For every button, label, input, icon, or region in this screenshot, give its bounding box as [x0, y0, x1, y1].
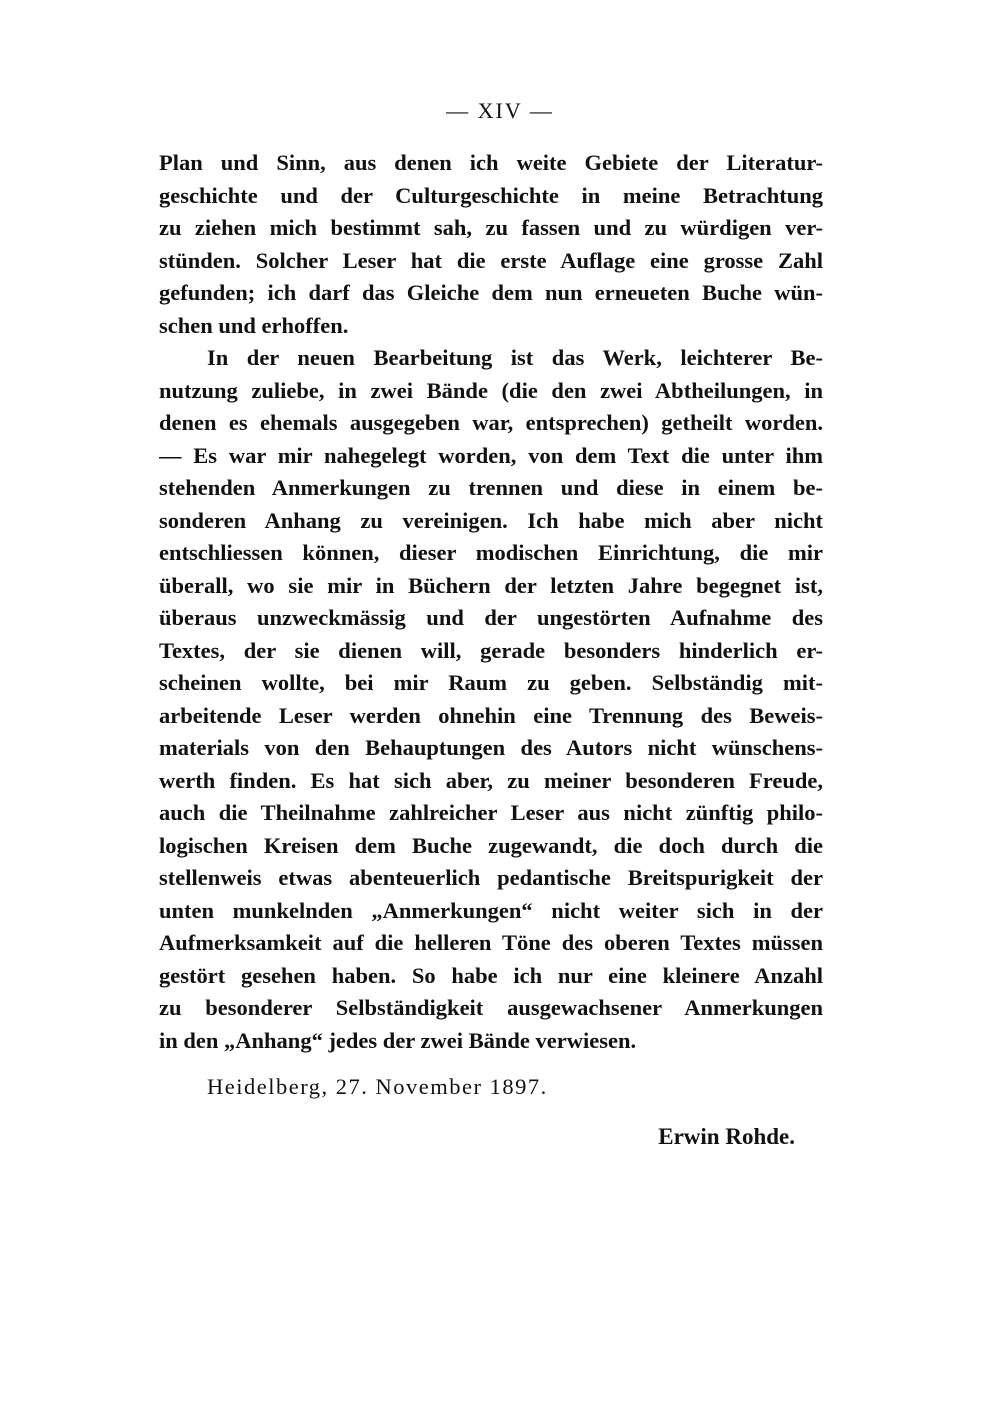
- page-number: — XIV —: [446, 98, 554, 123]
- text-line: in den „Anhang“ jedes der zwei Bände verwiesen.: [159, 1027, 637, 1053]
- text-line: Textes, der sie dienen will, gerade besonders hinderlich er-: [159, 637, 823, 663]
- text-line: auch die Theilnahme zahlreicher Leser aus nicht zünftig philo-: [159, 800, 823, 825]
- paragraph-2: [159, 342, 823, 1057]
- text-line: Plan und Sinn, aus denen ich weite Gebiete der Literatur-: [159, 150, 823, 175]
- text-line: Aufmerksamkeit auf die helleren Töne des oberen Textes müssen: [159, 930, 823, 955]
- text-line: geschichte und der Culturgeschichte in meine Betrachtung: [159, 182, 823, 208]
- paragraph-1: [159, 147, 823, 342]
- text-line: scheinen wollte, bei mir Raum zu geben. Selbständig mit-: [159, 670, 823, 695]
- text-line: gestört gesehen haben. So habe ich nur eine kleinere Anzahl: [159, 962, 823, 988]
- text-line: nutzung zuliebe, in zwei Bände (die den zwei Abtheilungen, in: [159, 377, 823, 403]
- dateline: Heidelberg, 27. November 1897.: [207, 1074, 548, 1099]
- text-line: überall, wo sie mir in Büchern der letzten Jahre begegnet ist,: [159, 572, 823, 598]
- text-line: stehenden Anmerkungen zu trennen und diese in einem be-: [159, 475, 823, 500]
- text-line: werth finden. Es hat sich aber, zu meiner besonderen Freude,: [159, 767, 823, 793]
- text-line: schen und erhoffen.: [159, 312, 349, 338]
- text-line: zu ziehen mich bestimmt sah, zu fassen und zu würdigen ver-: [159, 215, 823, 240]
- text-line: arbeitende Leser werden ohnehin eine Trennung des Beweis-: [159, 702, 823, 728]
- text-line: gefunden; ich darf das Gleiche dem nun erneueten Buche wün-: [159, 280, 823, 305]
- text-line: logischen Kreisen dem Buche zugewandt, die doch durch die: [159, 832, 823, 858]
- text-line: sonderen Anhang zu vereinigen. Ich habe mich aber nicht: [159, 507, 823, 533]
- body-text: [159, 147, 823, 1057]
- text-line: entschliessen können, dieser modischen Einrichtung, die mir: [159, 540, 823, 565]
- text-line: In der neuen Bearbeitung ist das Werk, leichterer Be-: [207, 345, 823, 370]
- text-line: materials von den Behauptungen des Autors nicht wünschens-: [159, 735, 823, 760]
- author-signature: Erwin Rohde.: [658, 1124, 795, 1149]
- text-line: überaus unzweckmässig und der ungestörten Aufnahme des: [159, 605, 823, 630]
- text-line: stünden. Solcher Leser hat die erste Auflage eine grosse Zahl: [159, 247, 823, 273]
- text-line: zu besonderer Selbständigkeit ausgewachsener Anmerkungen: [159, 995, 823, 1020]
- text-line: denen es ehemals ausgegeben war, entsprechen) getheilt worden.: [159, 410, 823, 435]
- text-line: unten munkelnden „Anmerkungen“ nicht weiter sich in der: [159, 897, 823, 923]
- text-line: — Es war mir nahegelegt worden, von dem Text die unter ihm: [159, 442, 823, 468]
- text-line: stellenweis etwas abenteuerlich pedantische Breitspurigkeit der: [159, 865, 823, 890]
